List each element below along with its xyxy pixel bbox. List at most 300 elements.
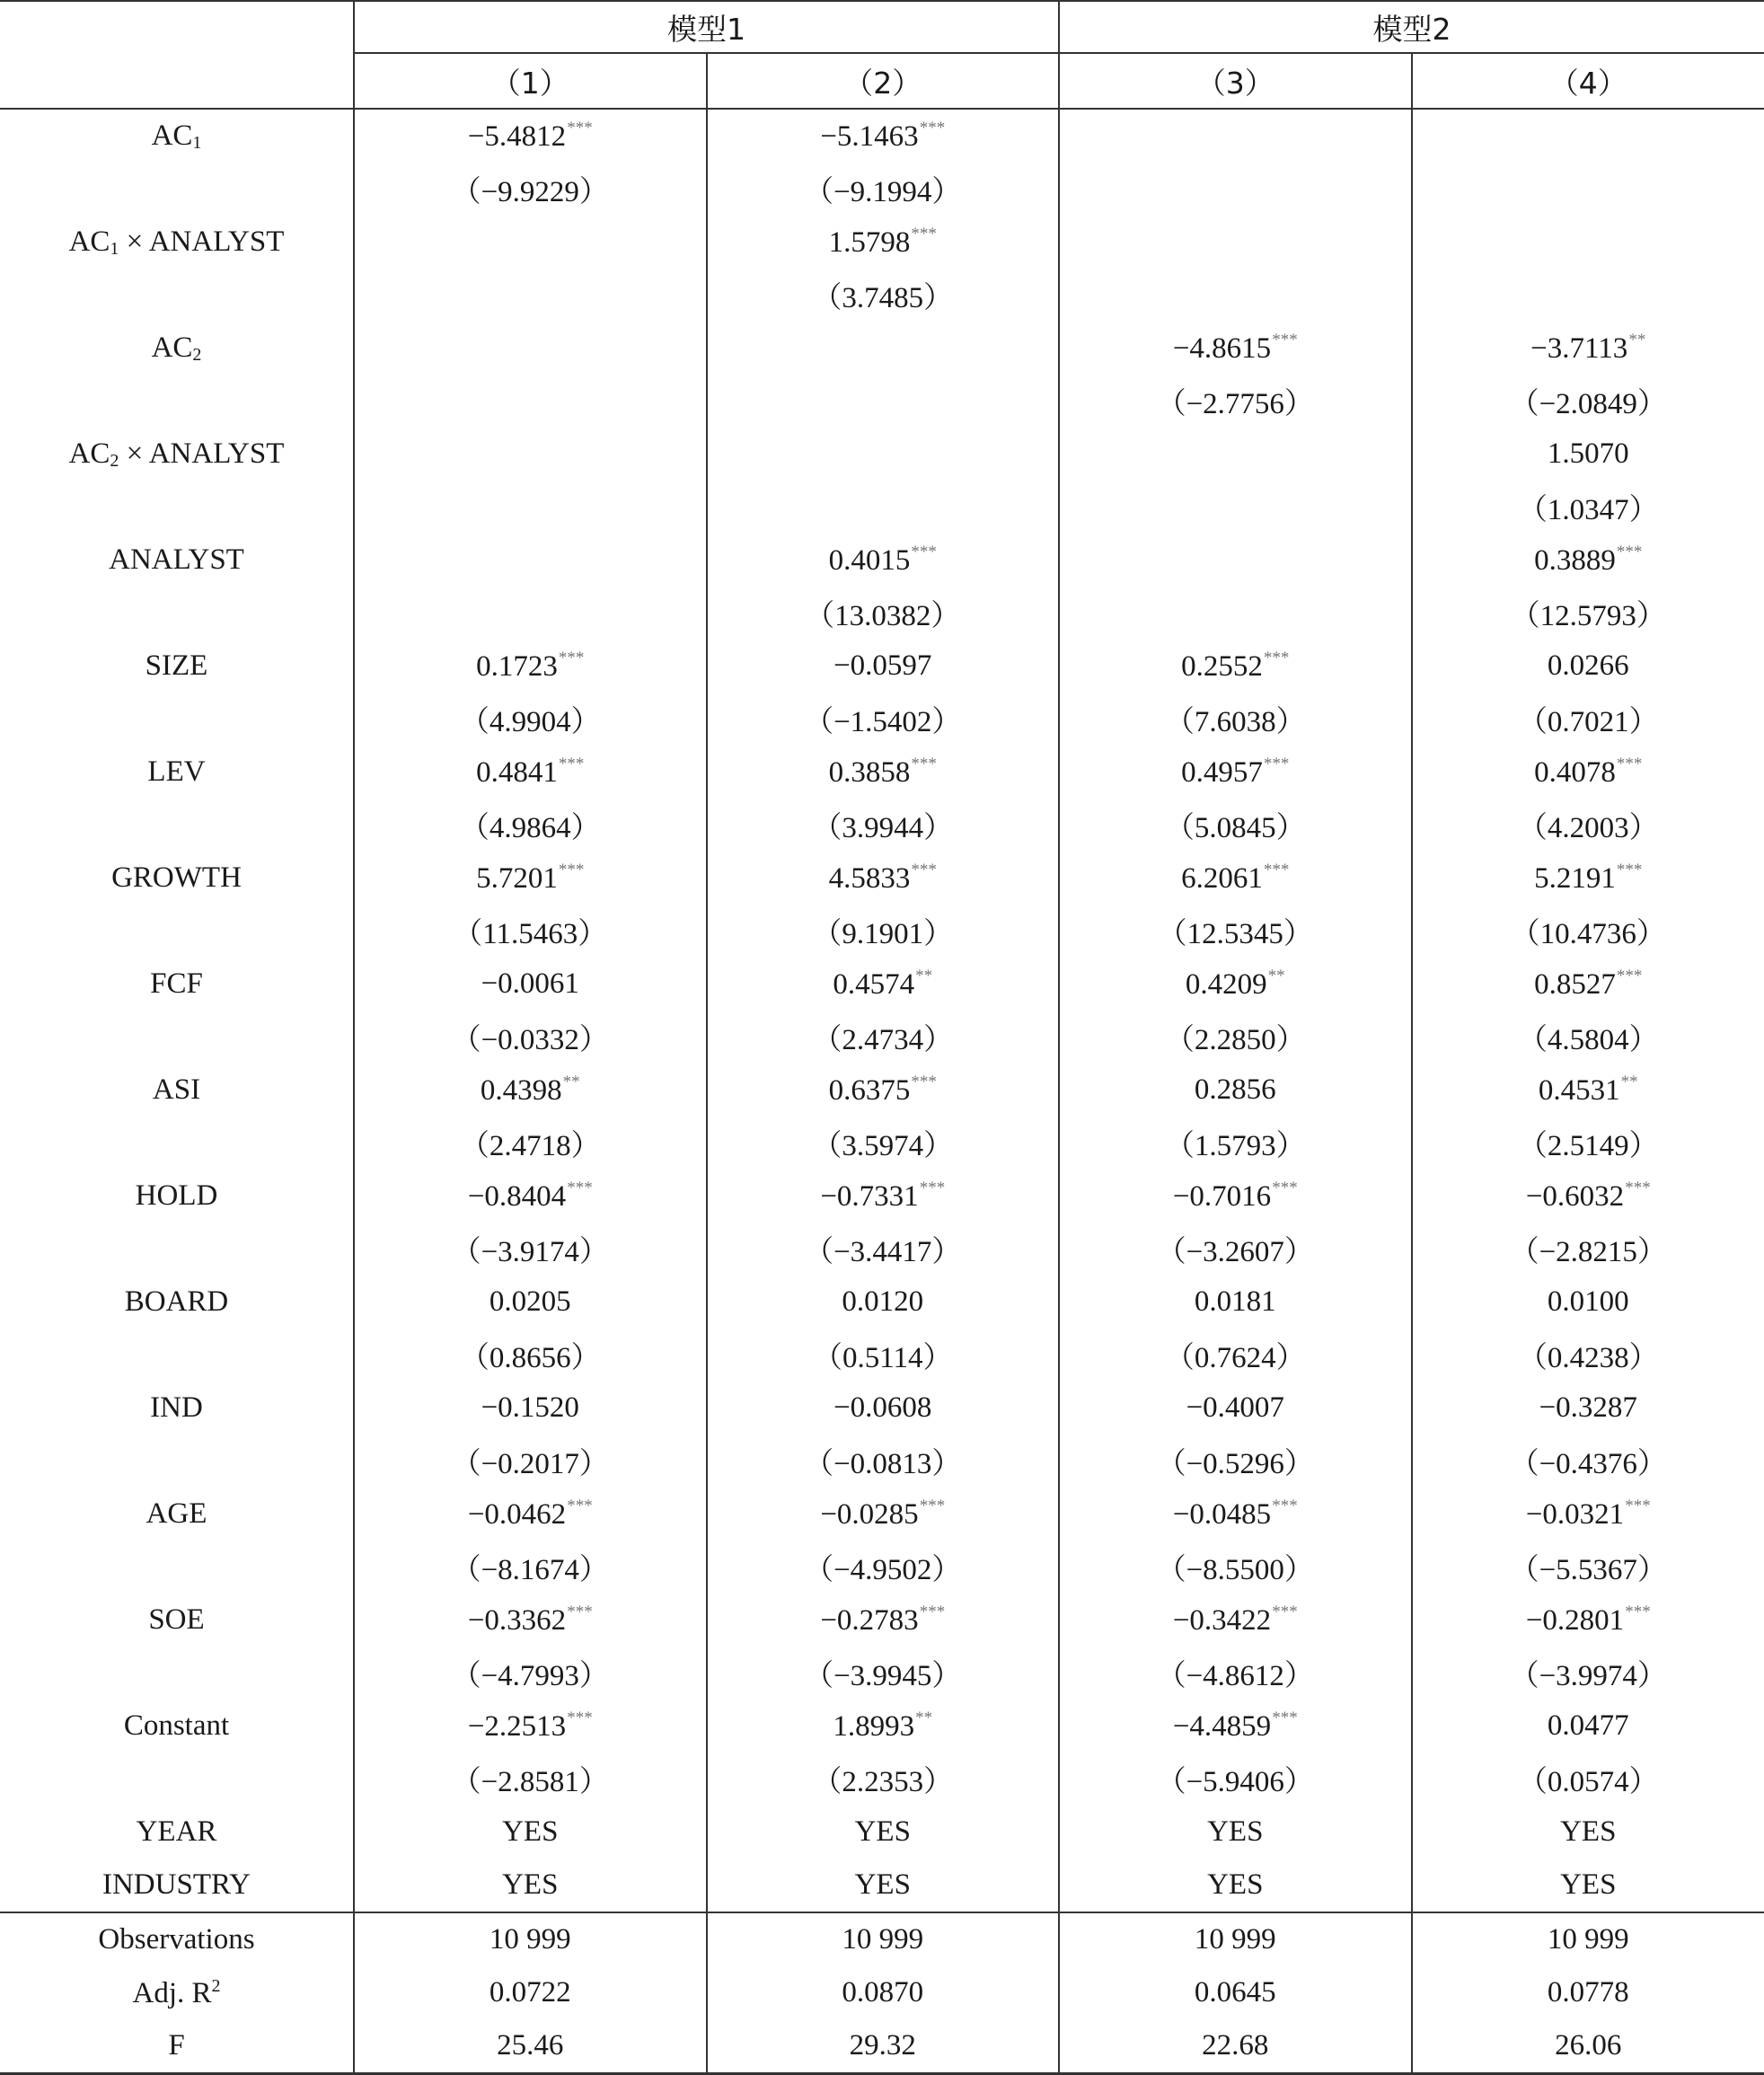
t-stat-cell bbox=[1059, 375, 1412, 428]
control-value: YES bbox=[1059, 1859, 1412, 1912]
coef-cell bbox=[354, 1382, 707, 1435]
coef-value: 0.3858 bbox=[829, 756, 911, 789]
t-stat-cell bbox=[1412, 375, 1764, 428]
t-stat-value: （4.9904） bbox=[460, 706, 601, 738]
coef-cell bbox=[1059, 109, 1412, 163]
significance-stars: *** bbox=[1617, 755, 1643, 773]
stat-value: 22.68 bbox=[1059, 2019, 1412, 2074]
t-stat-value: （4.9864） bbox=[460, 812, 601, 844]
coef-row bbox=[0, 534, 1764, 587]
t-stat-cell bbox=[1412, 587, 1764, 640]
t-stat-cell bbox=[707, 375, 1060, 428]
significance-stars: *** bbox=[1272, 1179, 1298, 1197]
t-stat-cell bbox=[1059, 1647, 1412, 1700]
t-stat-value: （9.1901） bbox=[812, 918, 953, 950]
coef-value: −0.0321 bbox=[1526, 1498, 1624, 1531]
coef-value: 0.4957 bbox=[1181, 756, 1263, 789]
t-stat-value: （2.4718） bbox=[460, 1130, 601, 1162]
t-stat-cell bbox=[354, 905, 707, 958]
label-blank bbox=[0, 1011, 354, 1064]
stat-value: 0.0870 bbox=[707, 1966, 1060, 2019]
t-stat-value: （0.7021） bbox=[1518, 706, 1659, 738]
variable-label bbox=[0, 534, 354, 587]
coef-row bbox=[0, 1488, 1764, 1541]
coef-value: 0.8527 bbox=[1534, 968, 1616, 1001]
significance-stars: *** bbox=[911, 1073, 937, 1091]
significance-stars: ** bbox=[563, 1073, 580, 1091]
stat-value: 0.0722 bbox=[354, 1966, 707, 2019]
coef-cell bbox=[1059, 322, 1412, 375]
variable-name: AC bbox=[152, 331, 193, 364]
t-stat-row bbox=[0, 375, 1764, 428]
coef-cell bbox=[1412, 1700, 1764, 1753]
coef-cell bbox=[1059, 640, 1412, 693]
t-stat-row bbox=[0, 905, 1764, 958]
t-stat-cell bbox=[354, 1541, 707, 1594]
t-stat-value: （3.5974） bbox=[812, 1130, 953, 1162]
coef-cell bbox=[1059, 1700, 1412, 1753]
coef-cell bbox=[354, 1064, 707, 1117]
variable-name: ASI bbox=[153, 1073, 200, 1106]
t-stat-cell bbox=[707, 1117, 1060, 1170]
coef-value: 0.4015 bbox=[829, 544, 911, 577]
coef-cell bbox=[354, 109, 707, 163]
t-stat-cell bbox=[707, 1753, 1060, 1806]
label-blank bbox=[0, 1223, 354, 1276]
model-1-header: 模型1 bbox=[354, 1, 1059, 53]
coef-value: 0.4209 bbox=[1186, 968, 1267, 1001]
control-value: YES bbox=[707, 1806, 1060, 1859]
t-stat-value: （1.5793） bbox=[1165, 1130, 1306, 1162]
coef-cell bbox=[707, 1064, 1060, 1117]
coef-row bbox=[0, 216, 1764, 269]
coef-value: 0.0205 bbox=[490, 1285, 571, 1318]
variable-name: FCF bbox=[150, 967, 203, 1000]
t-stat-cell bbox=[354, 1223, 707, 1276]
t-stat-value: （0.8656） bbox=[460, 1342, 601, 1374]
t-stat-value: （−2.0849） bbox=[1510, 388, 1667, 420]
t-stat-cell bbox=[1412, 1647, 1764, 1700]
coef-cell bbox=[707, 322, 1060, 375]
significance-stars: *** bbox=[920, 1179, 946, 1197]
t-stat-cell bbox=[1412, 1223, 1764, 1276]
table-body bbox=[0, 109, 1764, 2074]
t-stat-row bbox=[0, 1117, 1764, 1170]
t-stat-cell bbox=[1059, 1435, 1412, 1488]
coef-value: 0.0477 bbox=[1548, 1709, 1629, 1742]
t-stat-cell bbox=[1412, 1541, 1764, 1594]
variable-label bbox=[0, 322, 354, 375]
label-blank bbox=[0, 1329, 354, 1382]
coef-row bbox=[0, 428, 1764, 481]
variable-name: BOARD bbox=[125, 1285, 229, 1318]
t-stat-value: （−3.9174） bbox=[452, 1236, 609, 1268]
corner-cell-lower bbox=[0, 53, 354, 109]
t-stat-cell bbox=[707, 1011, 1060, 1064]
coef-value: −0.0061 bbox=[481, 967, 579, 1000]
significance-stars: *** bbox=[567, 119, 593, 137]
t-stat-value: （−0.2017） bbox=[452, 1448, 609, 1480]
coef-value: −0.4007 bbox=[1186, 1391, 1284, 1424]
coef-value: 1.5798 bbox=[829, 226, 911, 259]
coef-value: −4.4859 bbox=[1173, 1710, 1271, 1743]
coef-value: 0.0120 bbox=[842, 1285, 923, 1318]
stat-name: Observations bbox=[98, 1923, 254, 1956]
coef-cell bbox=[1059, 852, 1412, 905]
t-stat-cell bbox=[1412, 481, 1764, 534]
coef-value: 0.2552 bbox=[1181, 650, 1263, 683]
t-stat-cell bbox=[354, 481, 707, 534]
control-value: YES bbox=[707, 1859, 1060, 1912]
t-stat-value: （−2.8215） bbox=[1510, 1236, 1667, 1268]
coef-cell bbox=[1412, 852, 1764, 905]
significance-stars: *** bbox=[911, 225, 937, 243]
stat-value: 0.0645 bbox=[1059, 1966, 1412, 2019]
t-stat-cell bbox=[354, 269, 707, 322]
t-stat-cell bbox=[1412, 799, 1764, 852]
stat-value: 0.0778 bbox=[1412, 1966, 1764, 2019]
label-blank bbox=[0, 693, 354, 746]
coef-value: 0.4398 bbox=[481, 1074, 562, 1107]
coef-cell bbox=[1412, 216, 1764, 269]
variable-name: AGE bbox=[146, 1497, 207, 1530]
t-stat-cell bbox=[707, 1541, 1060, 1594]
t-stat-cell bbox=[707, 693, 1060, 746]
label-blank bbox=[0, 1541, 354, 1594]
coef-cell bbox=[707, 852, 1060, 905]
t-stat-value: （12.5345） bbox=[1158, 918, 1313, 950]
t-stat-row bbox=[0, 163, 1764, 216]
corner-cell bbox=[0, 1, 354, 53]
t-stat-cell bbox=[1059, 481, 1412, 534]
t-stat-value: （−3.9945） bbox=[804, 1660, 961, 1692]
significance-stars: *** bbox=[1264, 755, 1290, 773]
coef-cell bbox=[1412, 958, 1764, 1011]
column-number-row bbox=[0, 53, 1764, 109]
stat-name: Adj. R bbox=[132, 1977, 211, 2009]
coef-value: −0.3362 bbox=[468, 1604, 566, 1637]
significance-stars: *** bbox=[911, 755, 937, 773]
t-stat-value: （3.7485） bbox=[812, 282, 953, 314]
t-stat-value: （1.0347） bbox=[1518, 494, 1659, 526]
significance-stars: *** bbox=[567, 1497, 593, 1515]
coef-cell bbox=[1059, 1170, 1412, 1223]
significance-stars: *** bbox=[1264, 649, 1290, 667]
coef-cell bbox=[1412, 1594, 1764, 1647]
t-stat-cell bbox=[1059, 905, 1412, 958]
variable-label bbox=[0, 958, 354, 1011]
variable-name: AC bbox=[69, 437, 110, 470]
coef-value: −0.1520 bbox=[481, 1391, 579, 1424]
coef-value: −0.8404 bbox=[468, 1180, 566, 1213]
significance-stars: *** bbox=[1625, 1179, 1651, 1197]
t-stat-value: （−5.9406） bbox=[1157, 1766, 1314, 1798]
t-stat-value: （−3.2607） bbox=[1157, 1236, 1314, 1268]
coef-cell bbox=[1059, 428, 1412, 481]
coef-value: −0.2783 bbox=[820, 1604, 918, 1637]
coef-value: 0.1723 bbox=[476, 650, 558, 683]
coef-value: −0.0285 bbox=[820, 1498, 918, 1531]
t-stat-value: （0.4238） bbox=[1518, 1342, 1659, 1374]
t-stat-value: （7.6038） bbox=[1165, 706, 1306, 738]
coef-cell bbox=[707, 1276, 1060, 1329]
variable-name: SIZE bbox=[146, 649, 208, 682]
coef-cell bbox=[1412, 1488, 1764, 1541]
coef-cell bbox=[1059, 1488, 1412, 1541]
t-stat-cell bbox=[707, 1435, 1060, 1488]
significance-stars: *** bbox=[567, 1179, 593, 1197]
t-stat-cell bbox=[354, 1011, 707, 1064]
significance-stars: *** bbox=[911, 861, 937, 879]
coef-row bbox=[0, 746, 1764, 799]
coef-cell bbox=[707, 1700, 1060, 1753]
coef-cell bbox=[707, 1170, 1060, 1223]
t-stat-value: （−4.8612） bbox=[1157, 1660, 1314, 1692]
variable-name: IND bbox=[150, 1391, 203, 1424]
t-stat-value: （2.5149） bbox=[1518, 1130, 1659, 1162]
coef-value: −0.0608 bbox=[833, 1391, 931, 1424]
significance-stars: ** bbox=[1268, 967, 1285, 985]
t-stat-cell bbox=[354, 375, 707, 428]
variable-label bbox=[0, 109, 354, 163]
variable-name: GROWTH bbox=[111, 861, 242, 894]
stat-row bbox=[0, 1912, 1764, 1966]
t-stat-value: （0.5114） bbox=[813, 1342, 953, 1374]
coef-value: 0.0100 bbox=[1548, 1285, 1629, 1318]
stat-value: 10 999 bbox=[707, 1912, 1060, 1966]
coef-value: −0.2801 bbox=[1526, 1604, 1624, 1637]
control-label: INDUSTRY bbox=[0, 1859, 354, 1912]
t-stat-value: （−3.4417） bbox=[804, 1236, 961, 1268]
control-row bbox=[0, 1859, 1764, 1912]
coef-cell bbox=[354, 1276, 707, 1329]
coef-value: 0.6375 bbox=[829, 1074, 911, 1107]
coef-cell bbox=[354, 534, 707, 587]
t-stat-cell bbox=[1412, 1753, 1764, 1806]
variable-label bbox=[0, 1700, 354, 1753]
t-stat-cell bbox=[1059, 1753, 1412, 1806]
t-stat-value: （−2.7756） bbox=[1157, 388, 1314, 420]
control-value: YES bbox=[1059, 1806, 1412, 1859]
significance-stars: ** bbox=[1628, 331, 1645, 349]
t-stat-cell bbox=[354, 1329, 707, 1382]
t-stat-cell bbox=[707, 1223, 1060, 1276]
label-blank bbox=[0, 481, 354, 534]
coef-row bbox=[0, 1170, 1764, 1223]
variable-label bbox=[0, 1276, 354, 1329]
significance-stars: *** bbox=[1625, 1497, 1651, 1515]
t-stat-value: （−9.1994） bbox=[804, 176, 961, 208]
variable-suffix: × ANALYST bbox=[119, 437, 284, 470]
variable-name: AC bbox=[152, 119, 193, 152]
t-stat-value: （−0.0332） bbox=[452, 1024, 609, 1056]
t-stat-cell bbox=[1059, 163, 1412, 216]
significance-stars: *** bbox=[1617, 543, 1643, 561]
coef-cell bbox=[707, 1594, 1060, 1647]
coef-value: −0.0462 bbox=[468, 1498, 566, 1531]
significance-stars: *** bbox=[1272, 1497, 1298, 1515]
coef-value: 0.4841 bbox=[476, 756, 558, 789]
coef-value: −0.3287 bbox=[1539, 1391, 1637, 1424]
t-stat-row bbox=[0, 799, 1764, 852]
stat-value: 29.32 bbox=[707, 2019, 1060, 2074]
significance-stars: ** bbox=[915, 1709, 932, 1727]
coef-row bbox=[0, 640, 1764, 693]
significance-stars: *** bbox=[1272, 331, 1298, 349]
control-value: YES bbox=[354, 1859, 707, 1912]
stat-superscript: 2 bbox=[212, 1976, 221, 1996]
coef-cell bbox=[354, 958, 707, 1011]
coef-cell bbox=[354, 746, 707, 799]
coef-cell bbox=[1412, 1382, 1764, 1435]
coef-cell bbox=[354, 640, 707, 693]
label-blank bbox=[0, 269, 354, 322]
label-blank bbox=[0, 799, 354, 852]
stat-row bbox=[0, 1966, 1764, 2019]
coef-value: 0.0181 bbox=[1195, 1285, 1276, 1318]
t-stat-value: （−0.5296） bbox=[1157, 1448, 1314, 1480]
t-stat-cell bbox=[1412, 1117, 1764, 1170]
coef-row bbox=[0, 852, 1764, 905]
variable-subscript: 1 bbox=[110, 239, 119, 259]
coef-cell bbox=[1412, 746, 1764, 799]
t-stat-cell bbox=[354, 1647, 707, 1700]
t-stat-cell bbox=[1412, 163, 1764, 216]
coef-cell bbox=[707, 1382, 1060, 1435]
coef-cell bbox=[707, 958, 1060, 1011]
variable-label bbox=[0, 1170, 354, 1223]
t-stat-value: （−0.4376） bbox=[1510, 1448, 1667, 1480]
t-stat-cell bbox=[354, 693, 707, 746]
coef-cell bbox=[1412, 1276, 1764, 1329]
stat-row bbox=[0, 2019, 1764, 2074]
label-blank bbox=[0, 1435, 354, 1488]
stat-label bbox=[0, 2019, 354, 2074]
coef-value: 5.7201 bbox=[476, 862, 558, 895]
coef-value: −4.8615 bbox=[1173, 332, 1271, 365]
t-stat-row bbox=[0, 1011, 1764, 1064]
t-stat-value: （0.7624） bbox=[1165, 1342, 1306, 1374]
t-stat-cell bbox=[1059, 693, 1412, 746]
column-4-header: （4） bbox=[1412, 53, 1764, 109]
t-stat-cell bbox=[1412, 1011, 1764, 1064]
t-stat-cell bbox=[1059, 1011, 1412, 1064]
coef-value: −0.0485 bbox=[1173, 1498, 1271, 1531]
coef-value: 4.5833 bbox=[829, 862, 911, 895]
coef-row bbox=[0, 1700, 1764, 1753]
t-stat-row bbox=[0, 587, 1764, 640]
coef-row bbox=[0, 1382, 1764, 1435]
t-stat-cell bbox=[1059, 799, 1412, 852]
coef-value: −0.3422 bbox=[1173, 1604, 1271, 1637]
t-stat-cell bbox=[1059, 1541, 1412, 1594]
model-header-row bbox=[0, 1, 1764, 53]
t-stat-cell bbox=[707, 587, 1060, 640]
t-stat-row bbox=[0, 1329, 1764, 1382]
label-blank bbox=[0, 587, 354, 640]
coef-value: 0.2856 bbox=[1195, 1073, 1276, 1106]
t-stat-value: （−0.0813） bbox=[804, 1448, 961, 1480]
coef-cell bbox=[354, 1488, 707, 1541]
label-blank bbox=[0, 375, 354, 428]
coef-value: −0.7016 bbox=[1173, 1180, 1271, 1213]
control-value: YES bbox=[354, 1806, 707, 1859]
t-stat-value: （2.4734） bbox=[812, 1024, 953, 1056]
coef-cell bbox=[354, 1700, 707, 1753]
t-stat-cell bbox=[354, 1117, 707, 1170]
significance-stars: *** bbox=[567, 1603, 593, 1621]
coef-cell bbox=[707, 640, 1060, 693]
variable-label bbox=[0, 1594, 354, 1647]
variable-subscript: 1 bbox=[192, 133, 201, 153]
stat-label bbox=[0, 1966, 354, 2019]
control-value: YES bbox=[1412, 1806, 1764, 1859]
t-stat-row bbox=[0, 481, 1764, 534]
coef-cell bbox=[1059, 1276, 1412, 1329]
significance-stars: *** bbox=[1264, 861, 1290, 879]
coef-value: 0.0266 bbox=[1548, 649, 1629, 682]
t-stat-row bbox=[0, 693, 1764, 746]
label-blank bbox=[0, 163, 354, 216]
t-stat-value: （−9.9229） bbox=[452, 176, 609, 208]
coef-cell bbox=[1412, 109, 1764, 163]
t-stat-cell bbox=[707, 269, 1060, 322]
t-stat-cell bbox=[707, 481, 1060, 534]
coef-cell bbox=[1059, 216, 1412, 269]
t-stat-cell bbox=[1059, 269, 1412, 322]
significance-stars: ** bbox=[915, 967, 932, 985]
coef-cell bbox=[1059, 1382, 1412, 1435]
significance-stars: *** bbox=[1272, 1603, 1298, 1621]
t-stat-cell bbox=[1412, 269, 1764, 322]
coef-cell bbox=[354, 1594, 707, 1647]
significance-stars: *** bbox=[559, 755, 585, 773]
variable-name: ANALYST bbox=[109, 543, 244, 576]
t-stat-value: （−2.8581） bbox=[452, 1766, 609, 1798]
significance-stars: *** bbox=[559, 861, 585, 879]
t-stat-row bbox=[0, 1647, 1764, 1700]
column-1-header: （1） bbox=[354, 53, 707, 109]
label-blank bbox=[0, 1753, 354, 1806]
coef-row bbox=[0, 1594, 1764, 1647]
coef-cell bbox=[1059, 534, 1412, 587]
t-stat-cell bbox=[707, 1329, 1060, 1382]
t-stat-value: （12.5793） bbox=[1511, 600, 1666, 632]
coef-value: 0.4078 bbox=[1534, 756, 1616, 789]
coef-row bbox=[0, 322, 1764, 375]
coef-value: −0.0597 bbox=[833, 649, 931, 682]
coef-cell bbox=[354, 428, 707, 481]
coef-cell bbox=[1059, 958, 1412, 1011]
coef-value: 0.4531 bbox=[1539, 1074, 1620, 1107]
variable-label bbox=[0, 1488, 354, 1541]
t-stat-value: （2.2850） bbox=[1165, 1024, 1306, 1056]
coef-cell bbox=[354, 322, 707, 375]
t-stat-cell bbox=[707, 1647, 1060, 1700]
variable-subscript: 2 bbox=[192, 345, 201, 365]
coef-value: −5.1463 bbox=[820, 120, 918, 153]
control-value: YES bbox=[1412, 1859, 1764, 1912]
stat-value: 26.06 bbox=[1412, 2019, 1764, 2074]
coef-row bbox=[0, 1064, 1764, 1117]
significance-stars: *** bbox=[559, 649, 585, 667]
variable-label bbox=[0, 852, 354, 905]
coef-value: 1.5070 bbox=[1548, 437, 1629, 470]
t-stat-cell bbox=[707, 163, 1060, 216]
t-stat-value: （−4.9502） bbox=[804, 1554, 961, 1586]
coef-cell bbox=[354, 852, 707, 905]
t-stat-row bbox=[0, 1541, 1764, 1594]
